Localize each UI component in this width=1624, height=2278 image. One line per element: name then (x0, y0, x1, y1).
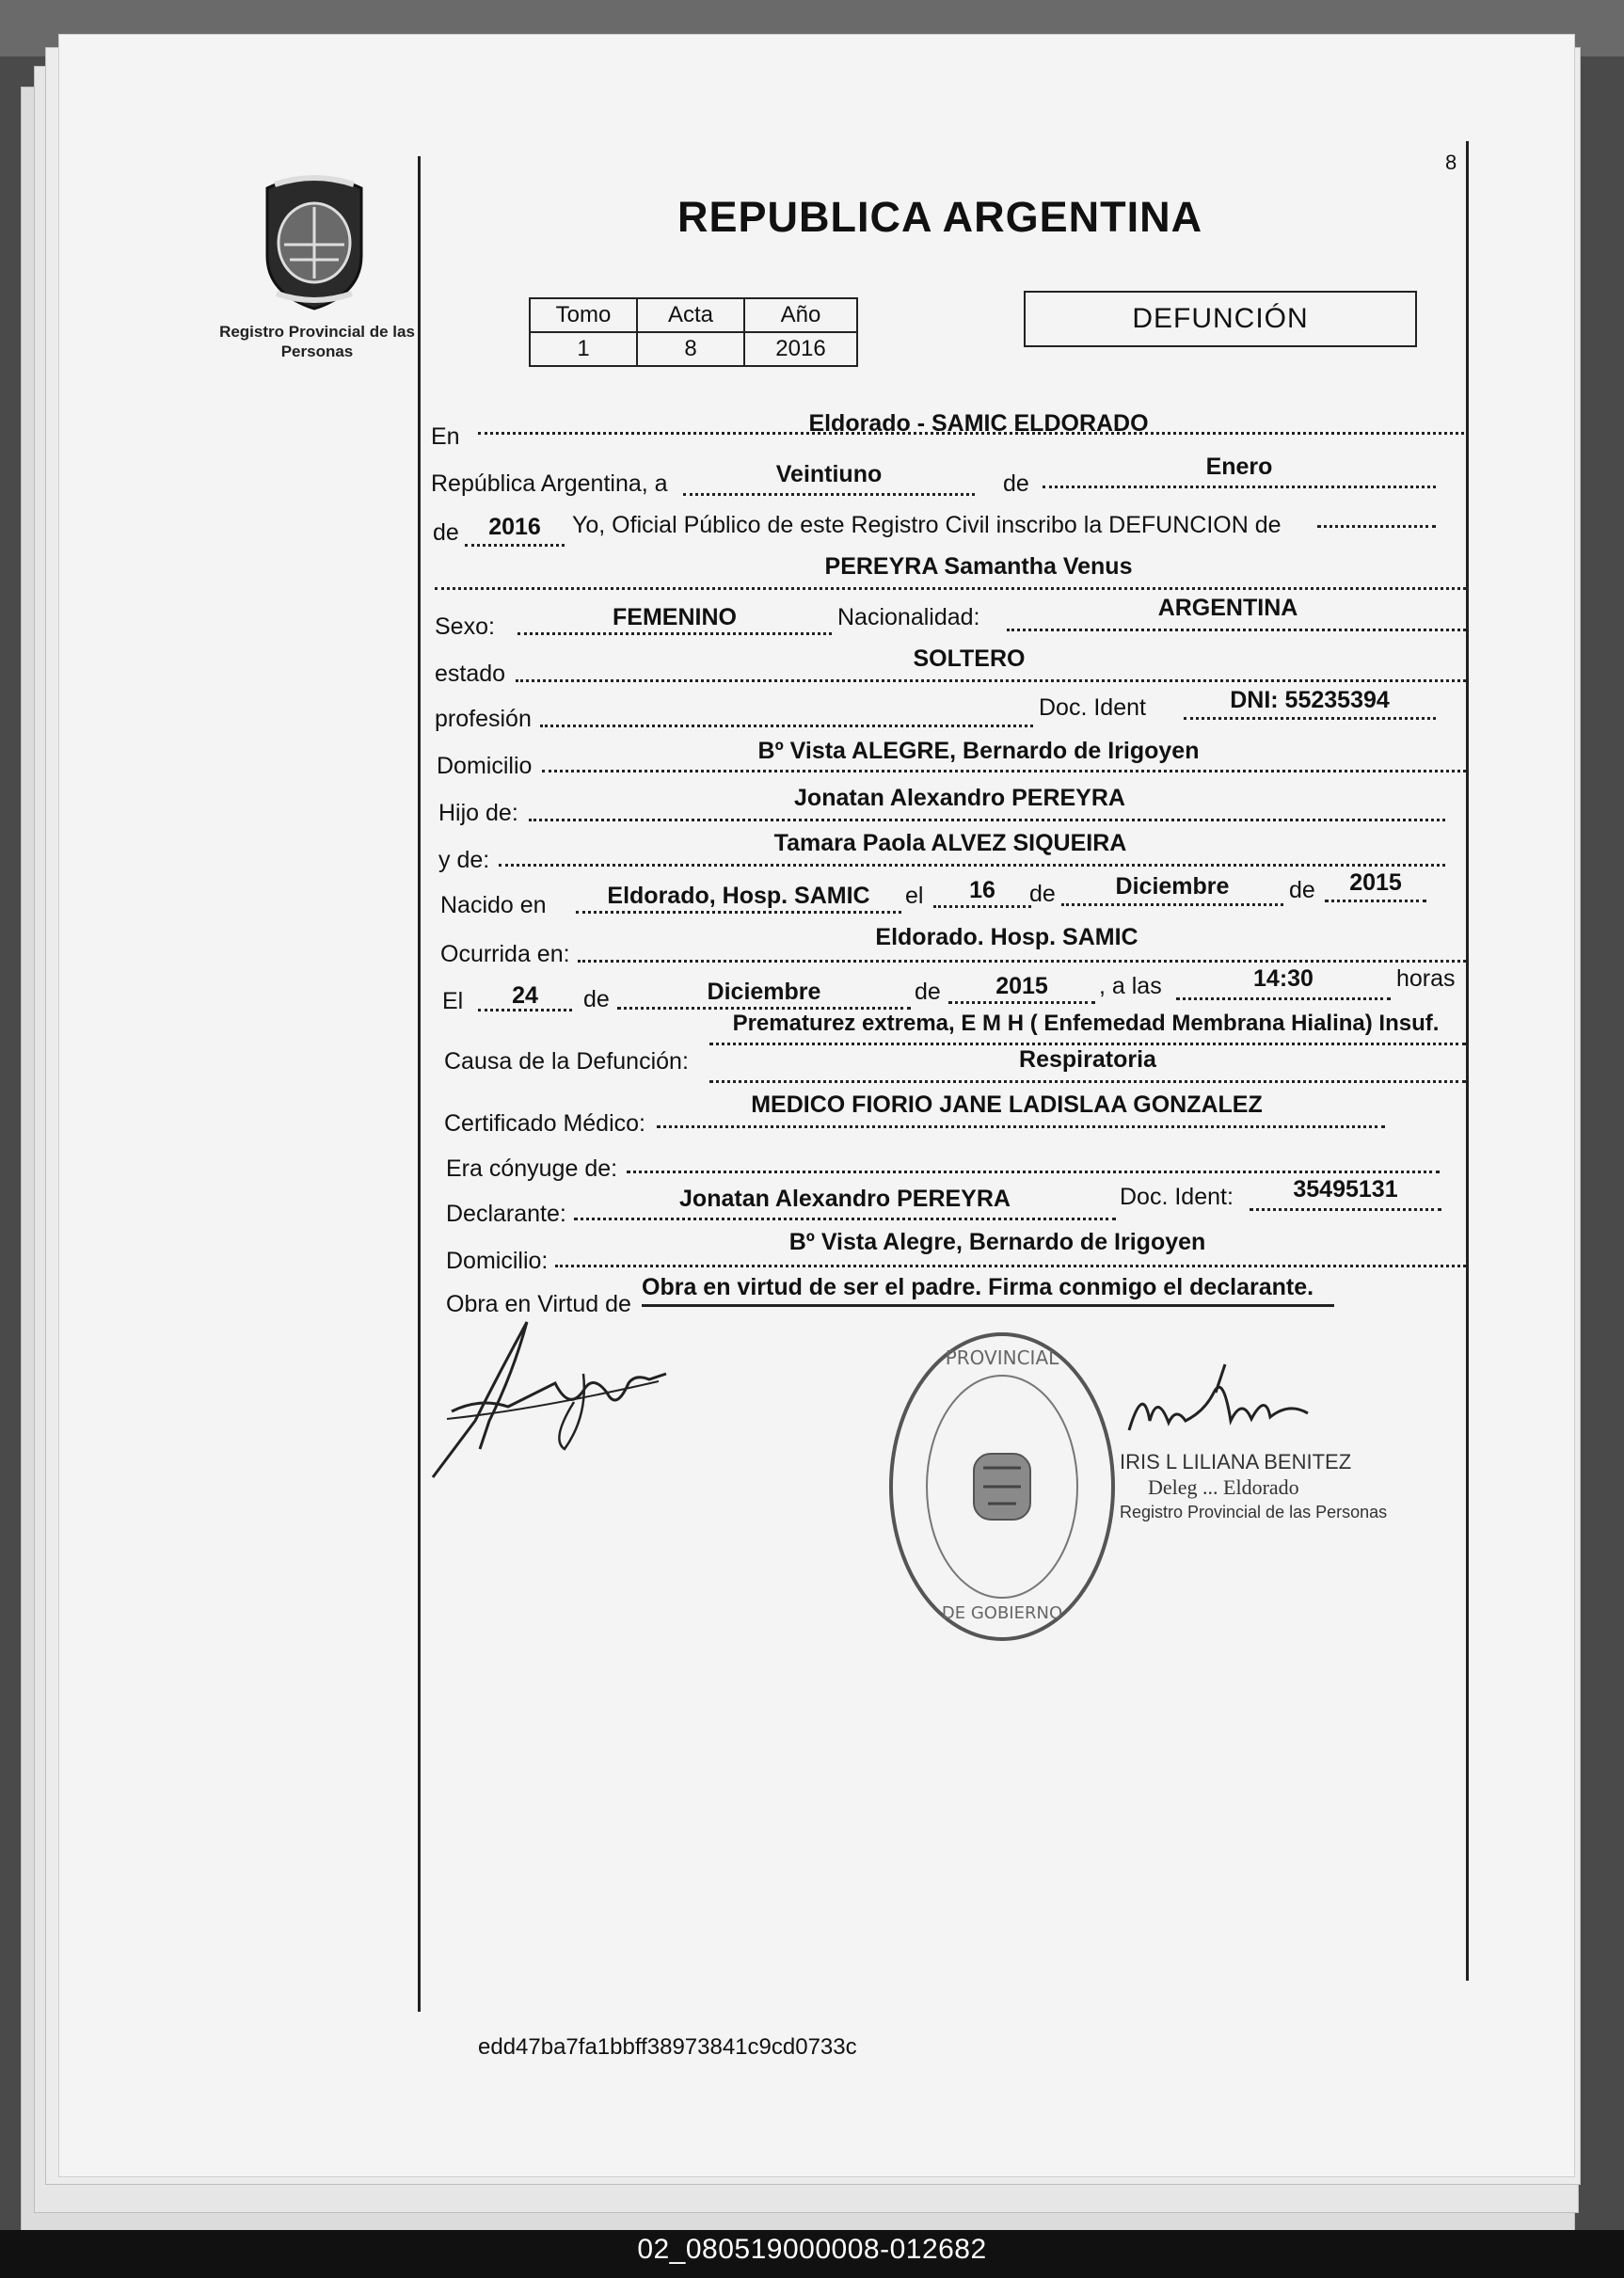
label-republica: República Argentina, a (431, 470, 668, 497)
line-dia (683, 493, 975, 496)
ref-value-anio: 2016 (744, 332, 857, 366)
value-lugar: Eldorado - SAMIC ELDORADO (808, 410, 1149, 437)
svg-text:PROVINCIAL: PROVINCIAL (945, 1346, 1059, 1369)
value-declarante-domicilio: Bº Vista Alegre, Bernardo de Irigoyen (788, 1229, 1206, 1255)
registrar-registry: Registro Provincial de las Personas (1120, 1503, 1388, 1521)
label-de-def-anio: de (915, 979, 941, 1005)
line-dni (1184, 717, 1436, 720)
label-doc-ident-declarante: Doc. Ident: (1120, 1184, 1234, 1210)
ref-header-acta: Acta (637, 298, 744, 332)
right-rule (1466, 141, 1469, 1981)
line-def-mes (617, 1007, 911, 1010)
value-declarante: Jonatan Alexandro PEREYRA (679, 1186, 1011, 1212)
label-ocurrida-en: Ocurrida en: (440, 941, 570, 967)
line-nacido-dia (933, 905, 1031, 908)
label-causa: Causa de la Defunción: (444, 1048, 689, 1075)
value-def-mes: Diciembre (707, 979, 821, 1005)
line-nacionalidad (1007, 629, 1466, 631)
label-nacionalidad: Nacionalidad: (837, 604, 980, 630)
value-nacido-anio: 2015 (1349, 869, 1402, 896)
value-obra: Obra en virtud de ser el padre. Firma conmigo el declarante. (642, 1274, 1314, 1300)
footer-code: 02_080519000008-012682 (637, 2234, 987, 2265)
page-title: REPUBLICA ARGENTINA (677, 193, 1203, 241)
label-en: En (431, 423, 460, 450)
label-nacido-en: Nacido en (440, 892, 547, 918)
value-mes: Enero (1205, 454, 1273, 480)
value-causa-line2: Respiratoria (1019, 1046, 1156, 1073)
official-seal-icon (884, 1327, 1120, 1647)
value-estado: SOLTERO (913, 645, 1026, 672)
registrar-stamp (1120, 1449, 1387, 1525)
line-declarante-domicilio (555, 1265, 1466, 1267)
value-declarante-doc: 35495131 (1293, 1176, 1398, 1203)
ref-value-tomo: 1 (530, 332, 637, 366)
value-nacionalidad: ARGENTINA (1157, 595, 1298, 621)
line-obra (642, 1304, 1334, 1307)
label-de-anio: de (433, 519, 459, 546)
value-certificado: MEDICO FIORIO JANE LADISLAA GONZALEZ (751, 1091, 1263, 1118)
label-yo-oficial: Yo, Oficial Público de este Registro Civil inscribo la DEFUNCION de (572, 512, 1282, 538)
label-obra: Obra en Virtud de (446, 1291, 631, 1317)
label-domicilio-declarante: Domicilio: (446, 1248, 549, 1274)
line-certificado (657, 1125, 1385, 1128)
document-type-box: DEFUNCIÓN (1024, 291, 1417, 347)
label-sexo: Sexo: (435, 613, 495, 640)
label-certificado: Certificado Médico: (444, 1110, 645, 1137)
label-y-de: y de: (438, 847, 490, 873)
registrar-name: IRIS L LILIANA BENITEZ (1120, 1450, 1352, 1474)
line-mes (1043, 486, 1436, 488)
label-a-las: , a las (1099, 973, 1162, 999)
line-def-anio (948, 1001, 1095, 1004)
value-nacido-lugar: Eldorado, Hosp. SAMIC (607, 883, 870, 909)
province-crest-icon (256, 169, 373, 311)
label-hijo-de: Hijo de: (438, 800, 518, 826)
reference-table (529, 297, 858, 367)
label-doc-ident: Doc. Ident (1039, 694, 1146, 721)
line-causa-1 (709, 1043, 1466, 1045)
line-nacido-anio (1325, 900, 1426, 902)
value-def-hora: 14:30 (1253, 965, 1314, 992)
line-declarante (574, 1218, 1116, 1220)
value-domicilio: Bº Vista ALEGRE, Bernardo de Irigoyen (757, 738, 1200, 764)
line-conyuge (627, 1171, 1440, 1173)
ref-value-acta: 8 (637, 332, 744, 366)
value-madre: Tamara Paola ALVEZ SIQUEIRA (773, 830, 1127, 856)
ref-header-anio: Año (744, 298, 857, 332)
line-domicilio (542, 770, 1466, 773)
label-el: el (905, 883, 924, 909)
line-nombre (435, 587, 1466, 590)
line-ocurrida (578, 960, 1466, 963)
line-nacido-mes (1061, 903, 1283, 906)
svg-text:DE GOBIERNO: DE GOBIERNO (941, 1603, 1063, 1623)
line-madre (499, 864, 1445, 867)
line-def-hora (1176, 997, 1391, 1000)
ref-header-tomo: Tomo (530, 298, 637, 332)
label-estado: estado (435, 661, 506, 687)
registrar-office: Deleg ... Eldorado (1148, 1475, 1299, 1499)
label-declarante: Declarante: (446, 1201, 566, 1227)
reference-table-values (530, 332, 857, 366)
label-de-def-mes: de (583, 986, 610, 1012)
value-anio: 2016 (488, 514, 541, 540)
value-nacido-dia: 16 (969, 877, 995, 903)
document-hash: edd47ba7fa1bbff38973841c9cd0733c (478, 2034, 857, 2060)
registry-label: Registro Provincial de las Personas (219, 323, 415, 360)
value-causa-line1: Prematurez extrema, E M H ( Enfemedad Membrana Hialina) Insuf. (732, 1011, 1440, 1036)
label-el-cap: El (442, 988, 464, 1014)
value-padre: Jonatan Alexandro PEREYRA (794, 785, 1125, 811)
line-anio (465, 544, 565, 547)
reference-table-header (530, 298, 857, 332)
value-dni: DNI: 55235394 (1230, 687, 1390, 713)
line-nacido-lugar (576, 911, 901, 914)
line-padre (529, 819, 1445, 821)
value-dia: Veintiuno (775, 461, 883, 487)
label-horas: horas (1396, 965, 1456, 992)
value-ocurrida: Eldorado. Hosp. SAMIC (875, 924, 1138, 950)
value-nombre: PEREYRA Samantha Venus (824, 553, 1133, 580)
label-domicilio: Domicilio (437, 753, 533, 779)
value-def-anio: 2015 (995, 973, 1048, 999)
page-number: 8 (1445, 151, 1457, 174)
registrar-signature-icon (1120, 1355, 1327, 1449)
label-de-mes: de (1003, 470, 1029, 497)
line-causa-2 (709, 1080, 1466, 1083)
value-def-dia: 24 (512, 982, 538, 1009)
value-nacido-mes: Diciembre (1115, 873, 1230, 900)
label-profesion: profesión (435, 706, 532, 732)
label-de-nacido-anio: de (1289, 877, 1315, 903)
label-de-nacido-mes: de (1029, 881, 1056, 907)
line-profesion (540, 725, 1033, 727)
value-sexo: FEMENINO (613, 604, 737, 630)
line-declarante-doc (1250, 1208, 1441, 1211)
declarant-signature-icon (423, 1308, 687, 1487)
line-sexo (517, 632, 832, 635)
left-rule (418, 156, 421, 2012)
line-yo-oficial (1317, 525, 1436, 528)
line-estado (516, 679, 1466, 682)
label-conyuge: Era cónyuge de: (446, 1155, 618, 1182)
